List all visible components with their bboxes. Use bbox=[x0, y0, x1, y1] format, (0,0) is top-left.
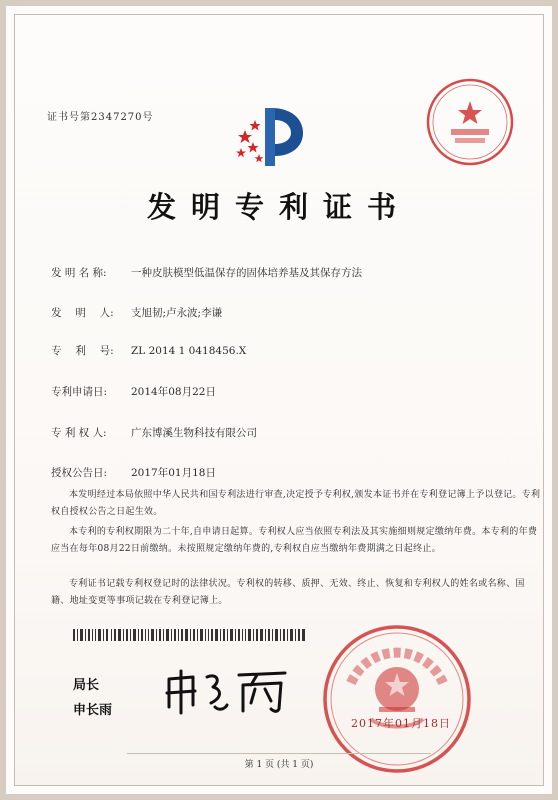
field-value: 广东博溪生物科技有限公司 bbox=[131, 427, 257, 439]
field-invention-name bbox=[51, 265, 362, 280]
certificate-inner-frame bbox=[14, 14, 544, 786]
field-value: 2017年01月18日 bbox=[131, 467, 216, 479]
director-signature-icon bbox=[161, 667, 291, 715]
barcode-icon bbox=[73, 629, 305, 641]
body-paragraph-1: 本发明经过本局依照中华人民共和国专利法进行审查,决定授予专利权,颁发本证书并在专利登记簿上予以登记。专利权自授权公告之日起生效。 bbox=[51, 490, 541, 517]
agency-seal-icon bbox=[423, 75, 517, 169]
certificate-number: 证书号第2347270号 bbox=[47, 112, 154, 123]
field-label: 授权公告日: bbox=[51, 467, 108, 479]
director-title: 局长 bbox=[73, 678, 100, 693]
field-value: ZL 2014 1 0418456.X bbox=[131, 345, 247, 357]
page-number-text: 第 1 页 (共 1 页) bbox=[244, 760, 314, 770]
field-application-date bbox=[51, 384, 216, 399]
field-label: 专利申请日: bbox=[51, 386, 108, 398]
field-value: 一种皮肤模型低温保存的固体培养基及其保存方法 bbox=[131, 267, 362, 279]
footer-divider bbox=[127, 753, 431, 754]
body-paragraph-3: 专利证书记载专利权登记时的法律状况。专利权的转移、质押、无效、终止、恢复和专利权人的姓名或名称、国籍、地址变更等事项记载在专利登记簿上。 bbox=[51, 579, 525, 606]
document-title: 发明专利证书 bbox=[146, 190, 411, 224]
field-grant-date bbox=[51, 465, 216, 480]
field-patentee bbox=[51, 425, 257, 440]
page-number bbox=[15, 757, 543, 770]
field-value: 支旭韧;卢永波;李谦 bbox=[131, 307, 223, 319]
body-paragraph-2: 本专利的专利权期限为二十年,自申请日起算。专利权人应当依照专利法及其实施细则规定缴纳年费。本专利的年费应当在每年08月22日前缴纳。未按照规定缴纳年费的,专利权自应当缴纳年费期满之日起终止。 bbox=[51, 527, 538, 554]
director-name: 申长雨 bbox=[73, 703, 113, 718]
field-label: 专 利 权 人: bbox=[51, 427, 107, 439]
field-patent-number bbox=[51, 343, 246, 358]
seal-date: 2017年01月18日 bbox=[351, 717, 451, 730]
patent-office-logo-icon bbox=[231, 100, 311, 170]
field-value: 2014年08月22日 bbox=[131, 386, 216, 398]
field-inventors bbox=[51, 305, 222, 320]
field-label: 专 利 号: bbox=[51, 345, 114, 357]
field-label: 发 明 名 称: bbox=[51, 267, 107, 279]
field-label: 发 明 人: bbox=[51, 307, 114, 319]
